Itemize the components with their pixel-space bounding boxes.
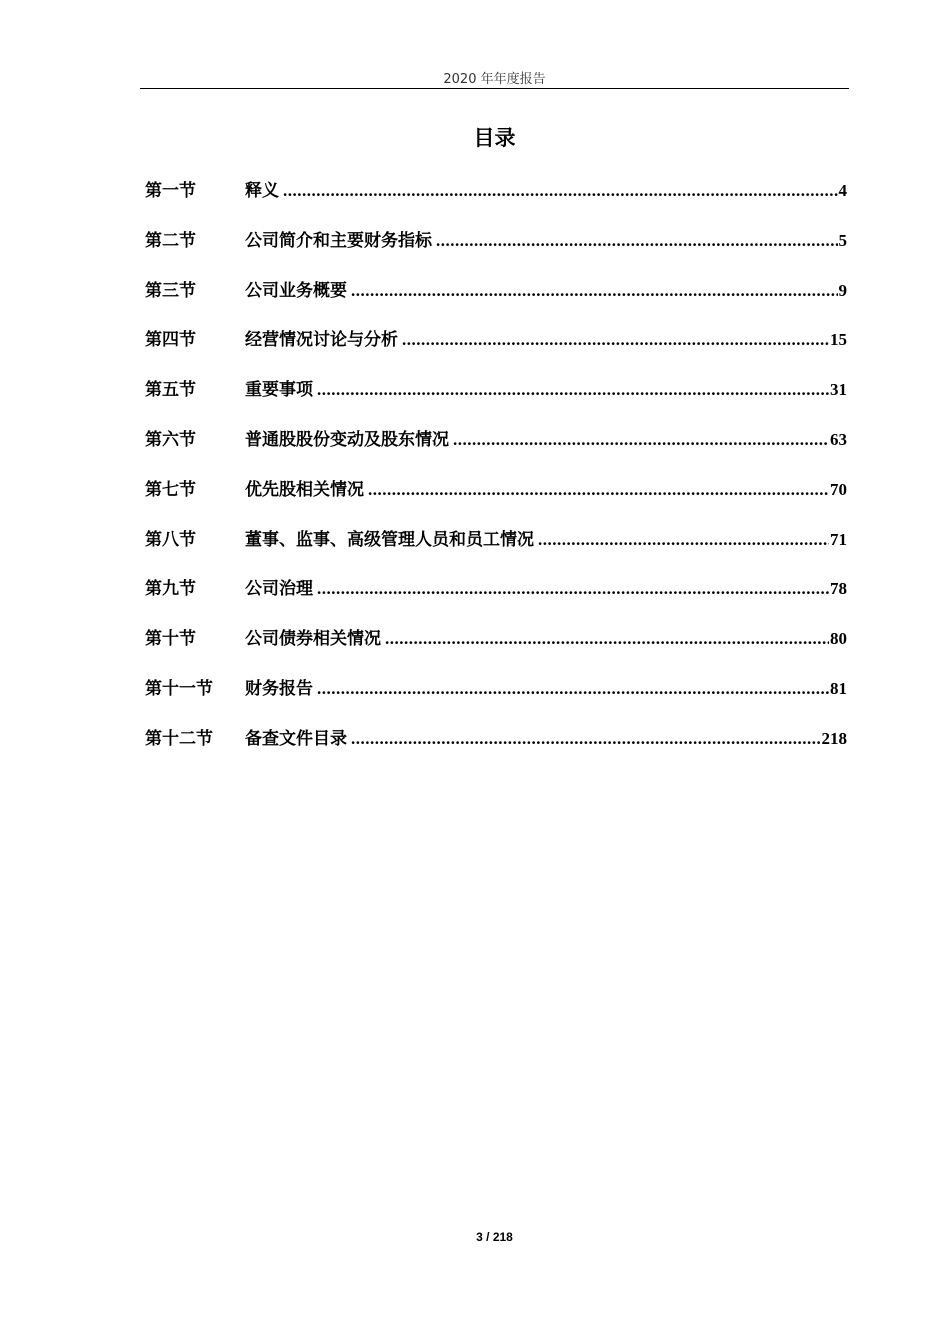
toc-entry-page: 70 <box>830 479 847 499</box>
toc-entry[interactable] <box>145 527 847 577</box>
toc-entry-label: 优先股相关情况 <box>245 479 364 500</box>
toc-entry-label: 普通股股份变动及股东情况 <box>245 429 449 450</box>
toc-entry-page: 9 <box>838 280 847 300</box>
page-number: 3 / 218 <box>476 1230 513 1244</box>
toc-entry-page: 218 <box>821 728 847 748</box>
toc-entry-page: 63 <box>830 429 847 449</box>
toc-leader-dots <box>317 377 829 403</box>
toc-entry-section: 第五节 <box>145 380 196 401</box>
toc-entry-page: 71 <box>830 529 847 549</box>
toc-entry-label: 公司简介和主要财务指标 <box>245 230 432 251</box>
toc-entry-label: 备查文件目录 <box>245 728 347 749</box>
toc-entry-section: 第九节 <box>145 579 196 600</box>
toc-entry-section: 第三节 <box>145 280 196 301</box>
toc-entry-page: 80 <box>830 629 847 649</box>
toc-entry-label: 公司债券相关情况 <box>245 629 381 650</box>
toc-entry[interactable] <box>145 377 847 427</box>
toc-leader-dots <box>351 726 821 752</box>
toc-entry-page: 81 <box>830 678 847 698</box>
toc-leader-dots <box>538 527 829 553</box>
toc-entry-label: 财务报告 <box>245 678 313 699</box>
toc-entry[interactable] <box>145 726 847 776</box>
toc-entry-label: 董事、监事、高级管理人员和员工情况 <box>245 529 534 550</box>
toc-entry-section: 第二节 <box>145 230 196 251</box>
toc-entry[interactable] <box>145 228 847 278</box>
toc-leader-dots <box>317 676 829 702</box>
toc-leader-dots <box>317 576 829 602</box>
toc-entry-section: 第十节 <box>145 629 196 650</box>
toc-entry-label: 公司治理 <box>245 579 313 600</box>
toc-entry-section: 第一节 <box>145 181 196 201</box>
toc-entry-page: 78 <box>830 579 847 599</box>
running-header: 2020 年年度报告 <box>443 72 546 87</box>
toc-entry[interactable] <box>145 676 847 726</box>
toc-entry-label: 经营情况讨论与分析 <box>245 330 398 351</box>
toc-entry[interactable] <box>145 327 847 377</box>
toc-leader-dots <box>351 278 838 304</box>
toc-entry-section: 第十一节 <box>145 678 213 699</box>
toc-entry-section: 第六节 <box>145 429 196 450</box>
toc-entry[interactable] <box>145 427 847 477</box>
toc-entry[interactable] <box>145 576 847 626</box>
toc-entry[interactable] <box>145 626 847 676</box>
toc-entry[interactable] <box>145 477 847 527</box>
toc-entry-label: 释义 <box>245 181 279 201</box>
toc-leader-dots <box>436 228 838 254</box>
toc-entry[interactable] <box>145 178 847 228</box>
toc-entry[interactable] <box>145 278 847 328</box>
toc-entry-section: 第十二节 <box>145 728 213 749</box>
toc-entry-page: 5 <box>838 230 847 250</box>
toc-entry-label: 重要事项 <box>245 380 313 401</box>
toc-list <box>145 178 847 776</box>
toc-entry-label: 公司业务概要 <box>245 280 347 301</box>
toc-entry-section: 第八节 <box>145 529 196 550</box>
toc-entry-page: 31 <box>830 380 847 400</box>
toc-leader-dots <box>453 427 829 453</box>
toc-leader-dots <box>385 626 829 652</box>
toc-entry-page: 4 <box>838 181 847 200</box>
toc-leader-dots <box>283 178 838 204</box>
header-divider <box>140 88 849 89</box>
toc-leader-dots <box>368 477 829 503</box>
toc-entry-section: 第七节 <box>145 479 196 500</box>
toc-title: 目录 <box>473 126 516 150</box>
toc-entry-page: 15 <box>830 330 847 350</box>
toc-leader-dots <box>402 327 829 353</box>
toc-entry-section: 第四节 <box>145 330 196 351</box>
